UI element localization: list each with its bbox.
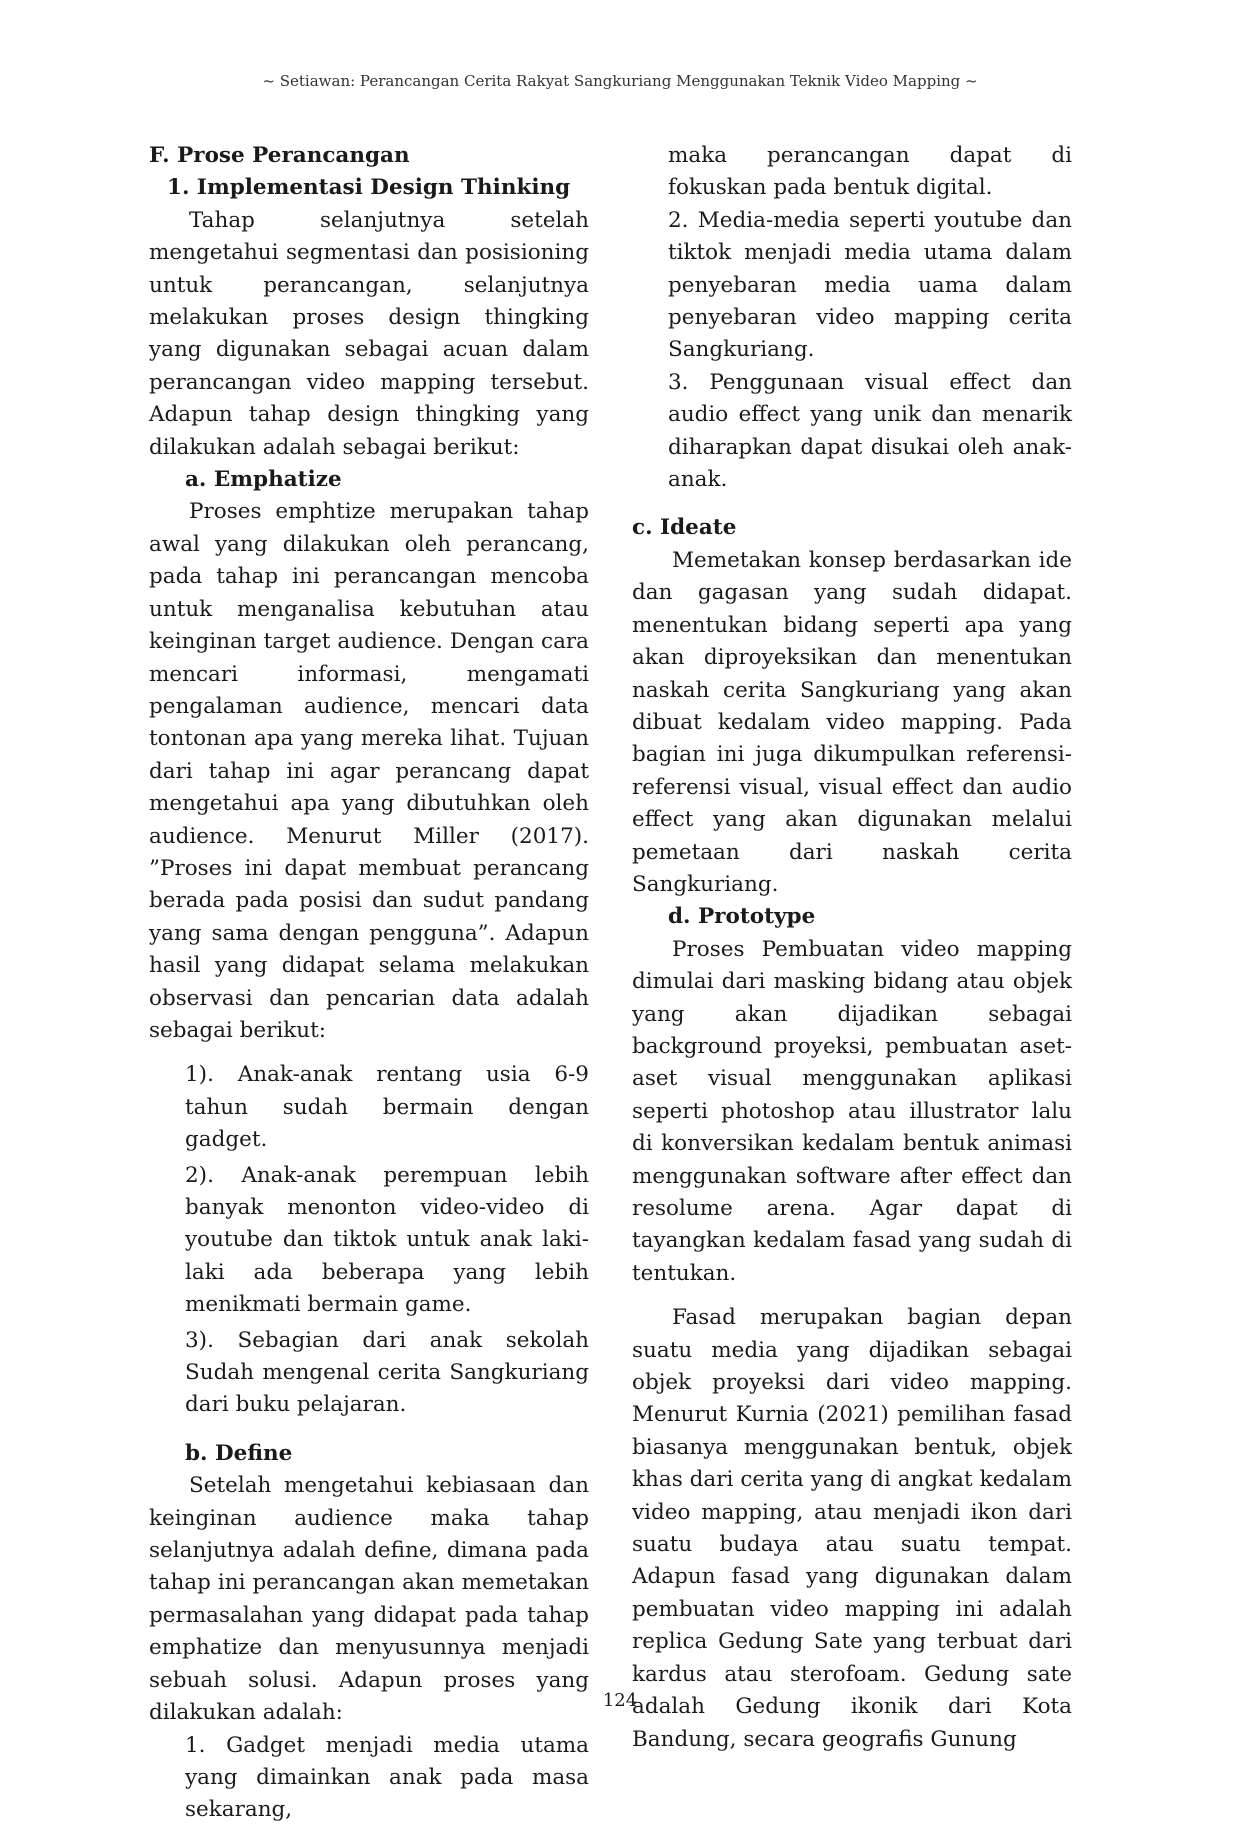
- running-header: ~ Setiawan: Perancangan Cerita Rakyat Sangkuriang Menggunakan Teknik Video Mapping ~: [262, 72, 978, 90]
- subsection-title: 1. Implementasi Design Thinking: [167, 175, 571, 201]
- list-item: 1). Anak-anak rentang usia 6-9 tahun sudah bermain dengan gadget.: [185, 1062, 589, 1153]
- heading-ideate: c. Ideate: [632, 515, 737, 541]
- list-item: 2). Anak-anak perempuan lebih banyak menonton video-video di youtube dan tiktok untuk anak laki-laki ada beberapa yang lebih menikmati bermain game.: [185, 1162, 589, 1318]
- intro-paragraph: Tahap selanjutnya setelah mengetahui segmentasi dan posisioning untuk perancangan, selanjutnya melakukan proses design thingking yang digunakan sebagai acuan dalam perancangan video mapping tersebut. Adapun tahap design thingking yang dilakukan adalah sebagai berikut:: [149, 207, 589, 460]
- prototype-paragraph-1: Proses Pembuatan video mapping dimulai dari masking bidang atau objek yang akan dijadikan sebagai background proyeksi, pembuatan aset-aset visual menggunakan aplikasi seperti photoshop atau illustrator lalu di konversikan kedalam bentuk animasi menggunakan software after effect dan resolume arena. Agar dapat di tayangkan kedalam fasad yang sudah di tentukan.: [632, 936, 1072, 1286]
- list-item: 3. Penggunaan visual effect dan audio effect yang unik dan menarik diharapkan dapat disukai oleh anak-anak.: [668, 369, 1072, 493]
- prototype-paragraph-2: Fasad merupakan bagian depan suatu media yang dijadikan sebagai objek proyeksi dari video mapping. Menurut Kurnia (2021) pemilihan fasad biasanya menggunakan bentuk, objek khas dari cerita yang di angkat kedalam video mapping, atau menjadi ikon dari suatu budaya atau suatu tempat. Adapun fasad yang digunakan dalam pembuatan video mapping ini adalah replica Gedung Sate yang terbuat dari kardus atau sterofoam. Gedung sate adalah Gedung ikonik dari Kota Bandung, secara geografis Gunung: [632, 1305, 1072, 1752]
- define-list-continued: [668, 140, 1072, 496]
- left-column: [149, 140, 589, 1827]
- page-number: 124: [602, 1690, 638, 1711]
- heading-prototype: d. Prototype: [668, 904, 816, 930]
- list-item: 1. Gadget menjadi media utama yang dimainkan anak pada masa sekarang,: [185, 1732, 589, 1823]
- list-item: 3). Sebagian dari anak sekolah Sudah mengenal cerita Sangkuriang dari buku pelajaran.: [185, 1327, 589, 1418]
- emphatize-paragraph: Proses emphtize merupakan tahap awal yang dilakukan oleh perancang, pada tahap ini perancangan mencoba untuk menganalisa kebutuhan atau keinginan target audience. Dengan cara mencari informasi, mengamati pengalaman audience, mencari data tontonan apa yang mereka lihat. Tujuan dari tahap ini agar perancang dapat mengetahui apa yang dibutuhkan oleh audience. Menurut Miller (2017). ”Proses ini dapat membuat perancang berada pada posisi dan sudut pandang yang sama dengan pengguna”. Adapun hasil yang didapat selama melakukan observasi dan pencarian data adalah sebagai berikut:: [149, 499, 589, 1043]
- define-list: [185, 1730, 589, 1827]
- list-item: 2. Media-media seperti youtube dan tiktok menjadi media utama dalam penyebaran media uama dalam penyebaran video mapping cerita Sangkuriang.: [668, 207, 1072, 363]
- list-item-continued: maka perancangan dapat di fokuskan pada bentuk digital.: [668, 143, 1072, 201]
- observation-list: [149, 1059, 589, 1421]
- heading-define: b. Define: [185, 1440, 293, 1466]
- section-title: F. Prose Perancangan: [149, 143, 410, 168]
- heading-emphatize: a. Emphatize: [185, 467, 342, 493]
- ideate-paragraph: Memetakan konsep berdasarkan ide dan gagasan yang sudah didapat. menentukan bidang seperti apa yang akan diproyeksikan dan menentukan naskah cerita Sangkuriang yang akan dibuat kedalam video mapping. Pada bagian ini juga dikumpulkan referensi-referensi visual, visual effect dan audio effect yang akan digunakan melalui pemetaan dari naskah cerita Sangkuriang.: [632, 547, 1072, 897]
- right-column: [632, 140, 1072, 1756]
- define-paragraph: Setelah mengetahui kebiasaan dan keinginan audience maka tahap selanjutnya adalah define, dimana pada tahap ini perancangan akan memetakan permasalahan yang didapat pada tahap emphatize dan menyusunnya menjadi sebuah solusi. Adapun proses yang dilakukan adalah:: [149, 1473, 589, 1726]
